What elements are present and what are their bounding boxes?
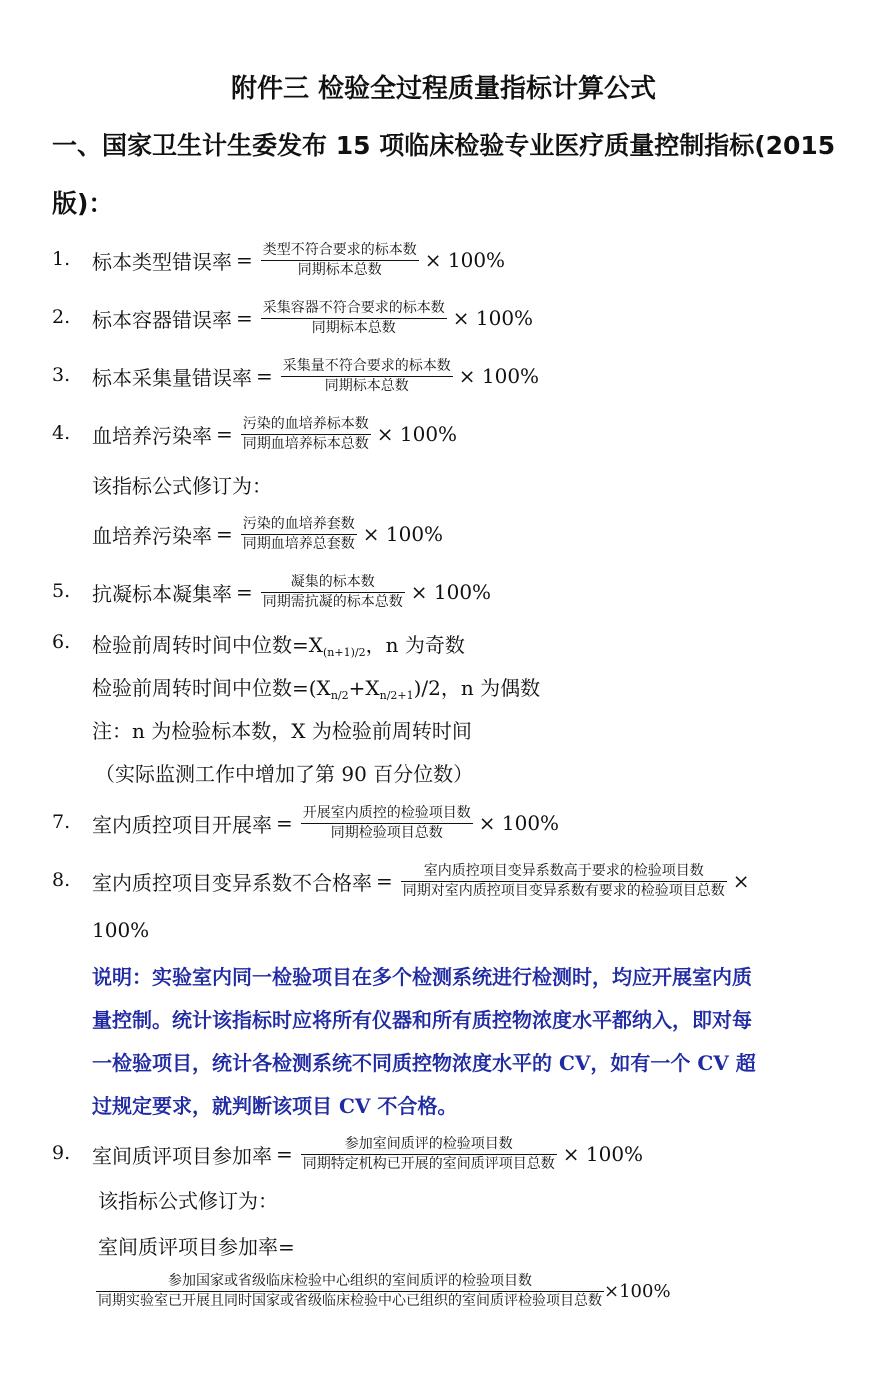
item-number: 2. xyxy=(52,306,71,328)
formula-label: 血培养污染率 xyxy=(92,423,212,448)
median-odd-line xyxy=(92,629,465,659)
times-100-percent: × 100% xyxy=(410,580,492,604)
item-number: 1. xyxy=(52,248,71,270)
fraction xyxy=(241,516,357,553)
equals-sign: = xyxy=(376,869,393,893)
explanation-line-3: 一检验项目，统计各检测系统不同质控物浓度水平的 CV，如有一个 CV 超 xyxy=(92,1051,756,1075)
explanation-line-1: 说明：实验室内同一检验项目在多个检测系统进行检测时，均应开展室内质 xyxy=(92,965,752,989)
formula-item-4-revised xyxy=(0,509,887,559)
fraction-bar xyxy=(281,376,453,377)
times-100-percent: × 100% xyxy=(562,1142,644,1166)
median-even-mid: +X xyxy=(348,676,380,700)
item9-revised-label: 室间质评项目参加率= xyxy=(98,1235,295,1259)
times-100-percent: × 100% xyxy=(458,364,540,388)
item-number: 5. xyxy=(52,580,71,602)
subscript: n/2+1 xyxy=(379,689,414,702)
subscript: n/2 xyxy=(330,689,349,702)
numerator: 参加国家或省级临床检验中心组织的室间质评的检验项目数 xyxy=(168,1273,532,1289)
median-even-line xyxy=(92,672,540,702)
fraction-bar xyxy=(261,260,419,261)
formula-label: 抗凝标本凝集率 xyxy=(92,581,232,606)
item-number: 4. xyxy=(52,422,71,444)
fraction-bar xyxy=(401,881,727,882)
denominator: 同期需抗凝的标本总数 xyxy=(262,593,403,610)
numerator: 类型不符合要求的标本数 xyxy=(262,241,417,258)
formula-label: 室间质评项目参加率 xyxy=(92,1143,272,1168)
times-100-percent: × 100% xyxy=(424,248,506,272)
median-odd-text: 检验前周转时间中位数=X xyxy=(92,633,323,657)
formula-item-3 xyxy=(0,351,887,401)
equals-sign: = xyxy=(256,364,273,388)
median-even-text: 检验前周转时间中位数=(X xyxy=(92,676,331,700)
numerator: 开展室内质控的检验项目数 xyxy=(302,804,471,821)
fraction-bar xyxy=(241,534,357,535)
item-number: 9. xyxy=(52,1142,71,1164)
equals-sign: = xyxy=(276,1142,293,1166)
item6-note-percentile: （实际监测工作中增加了第 90 百分位数） xyxy=(95,762,474,786)
fraction xyxy=(281,358,453,395)
equals-sign: = xyxy=(216,422,233,446)
fraction-bar xyxy=(261,592,405,593)
formula-item-7 xyxy=(0,798,887,848)
times-100-percent: × 100% xyxy=(362,522,444,546)
item-number: 3. xyxy=(52,364,71,386)
fraction xyxy=(301,805,473,842)
formula-label: 室内质控项目变异系数不合格率 xyxy=(92,870,372,895)
denominator: 同期对室内质控项目变异系数有要求的检验项目总数 xyxy=(402,882,725,899)
denominator: 同期血培养标本总数 xyxy=(242,435,369,452)
revise-note: 该指标公式修订为： xyxy=(92,474,272,498)
equals-sign: = xyxy=(216,522,233,546)
item9-revised-formula xyxy=(96,1273,671,1310)
denominator: 同期标本总数 xyxy=(297,261,382,278)
page-title: 附件三 检验全过程质量指标计算公式 xyxy=(230,74,657,104)
formula-item-5 xyxy=(0,567,887,617)
denominator: 同期标本总数 xyxy=(311,319,396,336)
numerator: 污染的血培养套数 xyxy=(242,515,355,532)
item-number: 7. xyxy=(52,811,71,833)
formula-label: 血培养污染率 xyxy=(92,523,212,548)
subscript: (n+1)/2 xyxy=(323,646,366,659)
fraction-bar xyxy=(301,1154,557,1155)
times-100-percent: ×100% xyxy=(604,1281,671,1302)
denominator: 同期特定机构已开展的室间质评项目总数 xyxy=(302,1155,555,1172)
median-even-suffix: )/2，n 为偶数 xyxy=(413,676,541,700)
denominator: 同期实验室已开展且同时国家或省级临床检验中心已组织的室间质评检验项目总数 xyxy=(98,1293,602,1309)
times-sign: × xyxy=(732,869,750,893)
numerator: 室内质控项目变异系数高于要求的检验项目数 xyxy=(423,862,704,879)
formula-item-4 xyxy=(0,409,887,459)
numerator: 污染的血培养标本数 xyxy=(242,415,369,432)
fraction-bar xyxy=(261,318,447,319)
formula-label: 室内质控项目开展率 xyxy=(92,812,272,837)
times-100-percent: × 100% xyxy=(452,306,534,330)
formula-label: 标本采集量错误率 xyxy=(92,365,252,390)
item6-note: 注：n 为检验标本数，X 为检验前周转时间 xyxy=(92,719,472,743)
equals-sign: = xyxy=(236,306,253,330)
denominator: 同期标本总数 xyxy=(324,377,409,394)
median-odd-suffix: ，n 为奇数 xyxy=(365,633,465,657)
numerator: 采集容器不符合要求的标本数 xyxy=(262,299,445,316)
section-heading-cont: 版)： xyxy=(52,189,114,218)
times-100-percent: × 100% xyxy=(478,811,560,835)
formula-label: 标本类型错误率 xyxy=(92,249,232,274)
explanation-line-2: 量控制。统计该指标时应将所有仪器和所有质控物浓度水平都纳入，即对每 xyxy=(92,1008,752,1032)
item-number: 8. xyxy=(52,869,71,891)
item-number: 6. xyxy=(52,631,71,653)
fraction-bar xyxy=(301,823,473,824)
fraction xyxy=(241,416,371,453)
equals-sign: = xyxy=(276,811,293,835)
denominator: 同期血培养总套数 xyxy=(242,535,355,552)
numerator: 参加室间质评的检验项目数 xyxy=(344,1135,513,1152)
denominator: 同期检验项目总数 xyxy=(330,824,443,841)
fraction xyxy=(261,574,405,611)
fraction xyxy=(401,863,727,900)
numerator: 凝集的标本数 xyxy=(290,573,375,590)
explanation-line-4: 过规定要求，就判断该项目 CV 不合格。 xyxy=(92,1094,458,1118)
fraction xyxy=(301,1136,557,1173)
section-heading: 一、国家卫生计生委发布 15 项临床检验专业医疗质量控制指标(2015 xyxy=(52,131,836,160)
fraction xyxy=(96,1273,604,1310)
times-100-percent: × 100% xyxy=(376,422,458,446)
numerator: 采集量不符合要求的标本数 xyxy=(282,357,451,374)
equals-sign: = xyxy=(236,580,253,604)
revise-note-9: 该指标公式修订为： xyxy=(98,1189,278,1213)
item8-percent: 100% xyxy=(92,918,150,942)
formula-item-1 xyxy=(0,235,887,285)
formula-label: 标本容器错误率 xyxy=(92,307,232,332)
fraction xyxy=(261,242,419,279)
fraction-bar xyxy=(241,434,371,435)
formula-item-2 xyxy=(0,293,887,343)
formula-item-8 xyxy=(0,856,887,906)
formula-item-9 xyxy=(0,1129,887,1179)
equals-sign: = xyxy=(236,248,253,272)
fraction xyxy=(261,300,447,337)
fraction-bar xyxy=(96,1291,604,1292)
